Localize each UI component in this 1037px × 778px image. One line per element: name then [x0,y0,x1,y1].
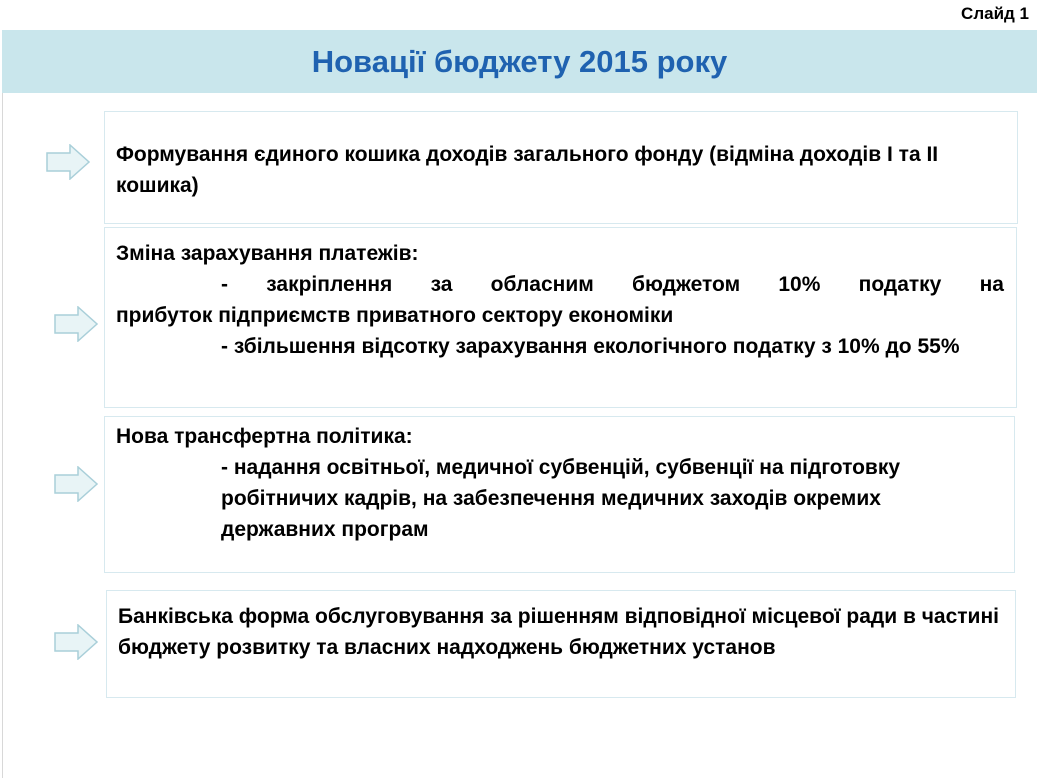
slide-title: Новації бюджету 2015 року [311,43,728,79]
arrow-right-icon [54,624,98,660]
item-point: прибуток підприємств приватного сектору економіки [116,304,674,327]
title-band [2,30,1037,93]
arrow-right-icon [54,466,98,502]
item-point: - надання освітньої, медичної субвенцій, субвенції на підготовку робітничих кадрів, на забезпечення медичних заходів окремих державних програм [221,456,901,541]
item-box-3 [104,416,1015,573]
item-heading: Зміна зарахування платежів: [116,242,419,265]
item-heading: Нова трансфертна політика: [116,425,413,448]
item-box-1 [104,111,1018,224]
arrow-right-icon [46,144,90,180]
item-box-2 [104,227,1017,408]
item-box-4 [106,590,1016,698]
item-point: - збільшення відсотку зарахування екологічного податку з 10% до 55% [221,335,960,358]
item-text: Банківська форма обслуговування за рішенням відповідної місцевої ради в частині бюджету розвитку та власних надходжень бюджетних установ [118,605,999,659]
item-point: - закріплення за обласним бюджетом 10% податку на [221,273,1004,296]
item-text: Формування єдиного кошика доходів загального фонду (відміна доходів І та ІІ кошика) [116,143,939,197]
slide-number: Слайд 1 [961,4,1029,23]
arrow-right-icon [54,306,98,342]
left-divider [2,93,3,778]
